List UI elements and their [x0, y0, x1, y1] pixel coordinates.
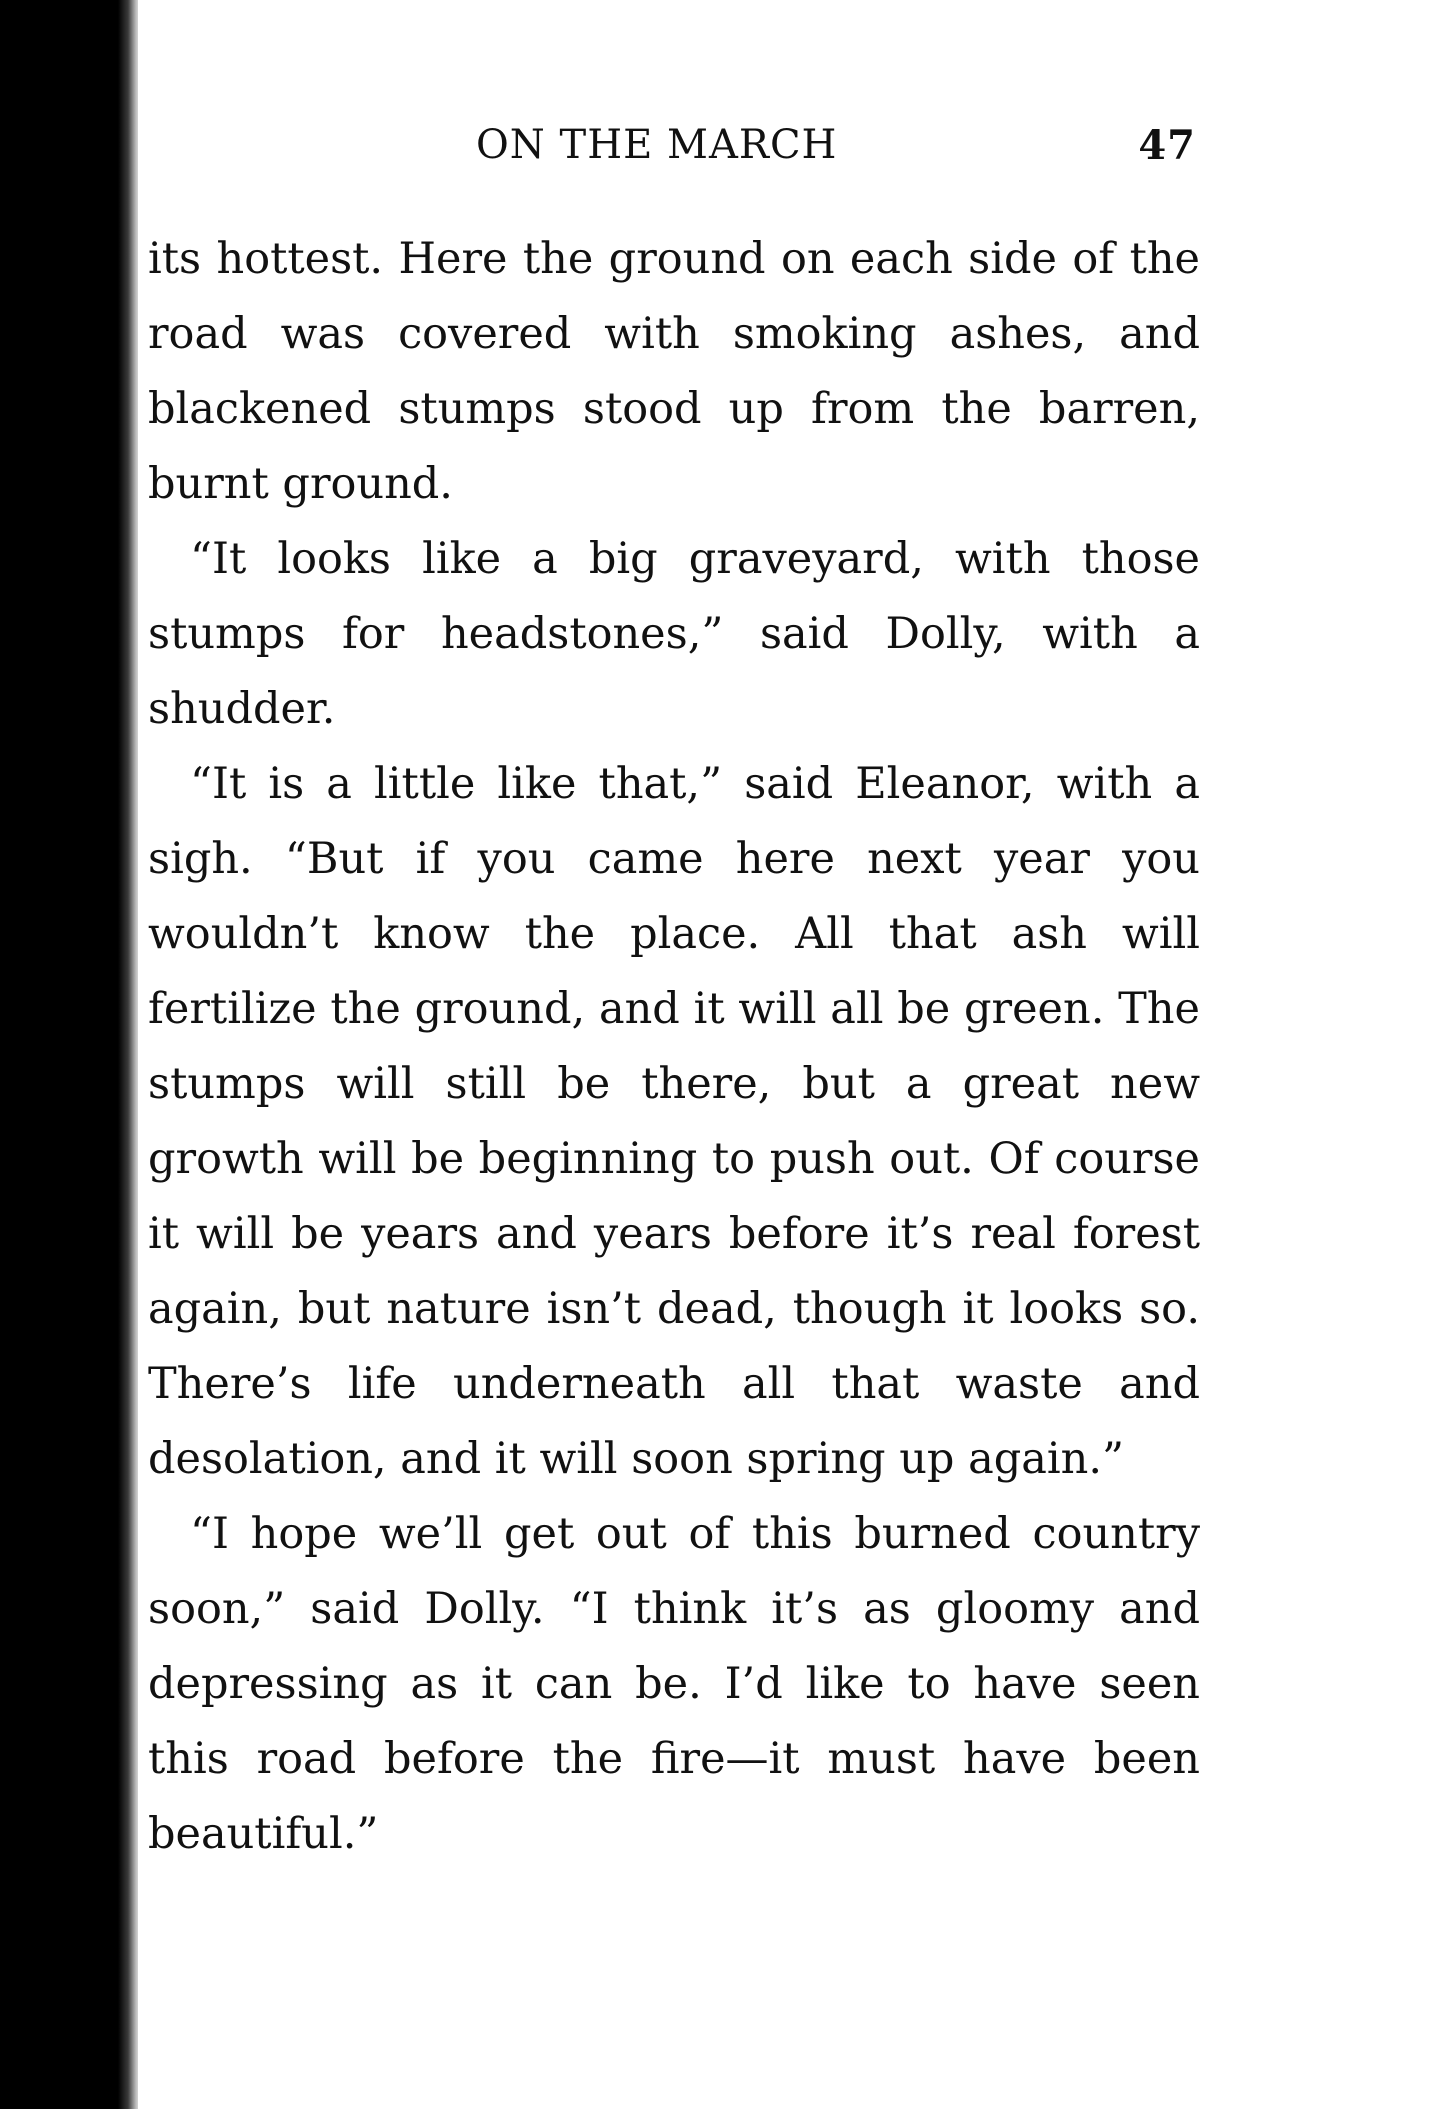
- paragraph-3: “It is a little like that,” said Eleanor, with a sigh. “But if you came here next year you wouldn’t know the place. All that ash will fertilize the ground, and it will all be green. The stumps will still be there, but a great new growth will be beginning to push out. Of course it will be years and years before it’s real forest again, but nature isn’t dead, though it looks so. There’s life underneath all that waste and desolation, and it will soon spring up again.”: [148, 759, 1200, 1484]
- paragraph-1: its hottest. Here the ground on each side of the road was covered with smoking ashes, and blackened stumps stood up from the barren, burnt ground.: [148, 234, 1200, 509]
- page-header: [150, 122, 1196, 182]
- paragraph-4: “I hope we’ll get out of this burned country soon,” said Dolly. “I think it’s as gloomy and depressing as it can be. I’d like to have seen this road before the fire—it must have been beautiful.”: [148, 1509, 1200, 1859]
- scanned-binding-shadow: [0, 0, 138, 2109]
- paragraph-2: “It looks like a big graveyard, with those stumps for headstones,” said Dolly, with a shudder.: [148, 534, 1200, 734]
- body-text: [148, 222, 1200, 1872]
- page-number: 47: [1138, 122, 1196, 169]
- running-head: ON THE MARCH: [476, 122, 838, 168]
